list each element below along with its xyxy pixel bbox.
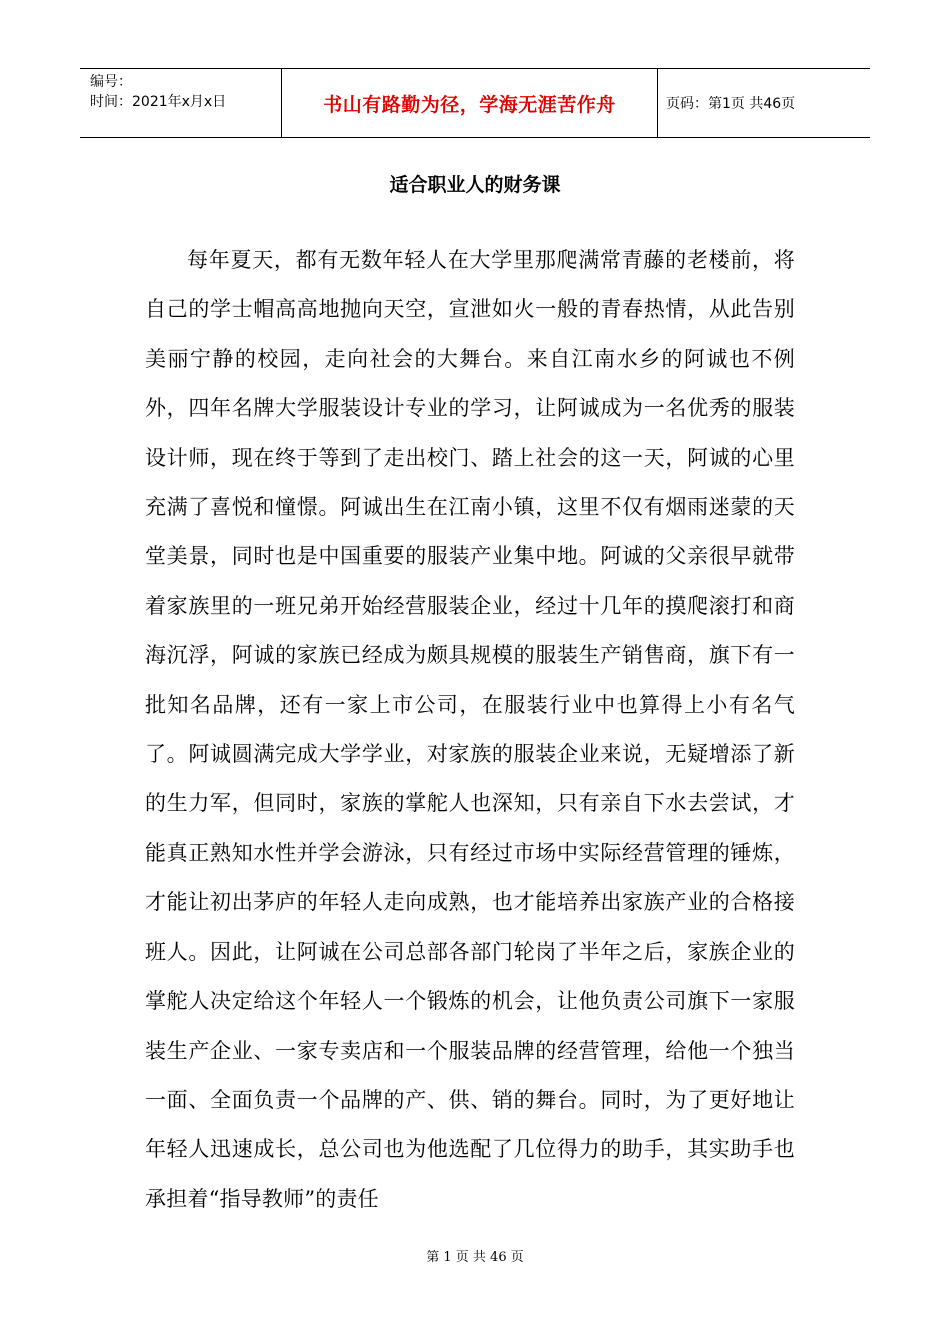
page-footer: 第 1 页 共 46 页 (426, 1250, 524, 1265)
header-number-label: 编号： (90, 74, 132, 90)
header-page-info: 页码：第1页 共46页 (666, 96, 796, 112)
header-motto-cell (282, 69, 658, 137)
body-paragraph: 每年夏天，都有无数年轻人在大学里那爬满常青藤的老楼前，将自己的学士帽高高地抛向天空，宣泄如火一般的青春热情，从此告别美丽宁静的校园，走向社会的大舞台。来自江南水乡的阿诚也不例外，四年名牌大学服装设计专业的学习，让阿诚成为一名优秀的服装设计师，现在终于等到了走出校门、踏上社会的这一天，阿诚的心里充满了喜悦和憧憬。阿诚出生在江南小镇，这里不仅有烟雨迷蒙的天堂美景，同时也是中国重要的服装产业集中地。阿诚的父亲很早就带着家族里的一班兄弟开始经营服装企业，经过十几年的摸爬滚打和商海沉浮，阿诚的家族已经成为颇具规模的服装生产销售商，旗下有一批知名品牌，还有一家上市公司，在服装行业中也算得上小有名气了。阿诚圆满完成大学学业，对家族的服装企业来说，无疑增添了新的生力军，但同时，家族的掌舵人也深知，只有亲自下水去尝试，才能真正熟知水性并学会游泳，只有经过市场中实际经营管理的锤炼，才能让初出茅庐的年轻人走向成熟，也才能培养出家族产业的合格接班人。因此，让阿诚在公司总部各部门轮岗了半年之后，家族企业的掌舵人决定给这个年轻人一个锻炼的机会，让他负责公司旗下一家服装生产企业、一家专卖店和一个服装品牌的经营管理，给他一个独当一面、全面负责一个品牌的产、供、销的舞台。同时，为了更好地让年轻人迅速成长，总公司也为他选配了几位得力的助手，其实助手也承担着“指导教师”的责任 (145, 248, 795, 1211)
document-header (80, 68, 870, 138)
header-meta-cell (80, 69, 282, 137)
header-page-cell (658, 69, 870, 137)
document-title: 适合职业人的财务课 (389, 174, 561, 196)
header-time-label: 时间：2021年x月x日 (90, 94, 227, 110)
header-motto: 书山有路勤为径，学海无涯苦作舟 (323, 93, 616, 116)
